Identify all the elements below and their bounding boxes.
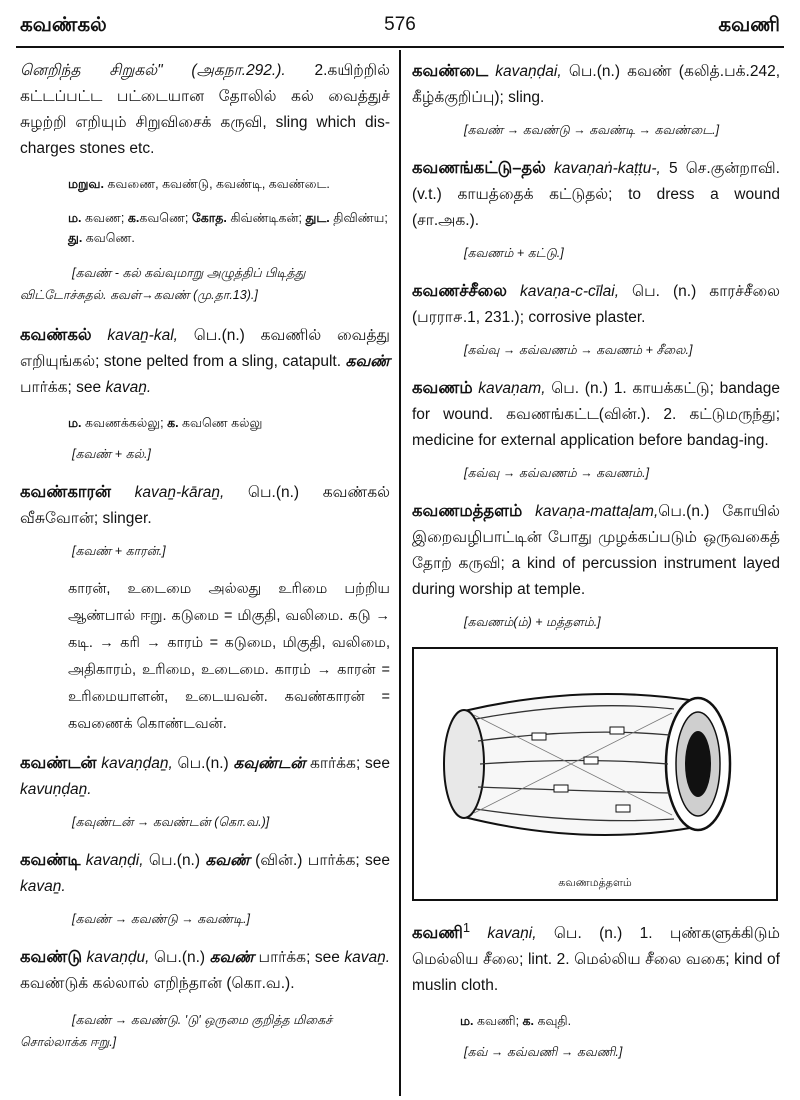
etymology: [கவணம்(ம்) + மத்தளம்.] xyxy=(464,615,601,629)
etymology: [கவ்வு → கவ்வணம் → கவணம் + சீலை.] xyxy=(464,343,693,357)
left-column xyxy=(20,58,390,1069)
entry-kavandu: கவண்டு kavaṇḍu, பெ.(n.) கவண் பார்க்க; see kavaṉ. கவண்டுக் கல்லால் எறிந்தான் (கொ.வ.). xyxy=(20,948,391,992)
headword: கவண்கல் xyxy=(20,326,92,344)
drum-drawing xyxy=(434,679,754,849)
entry-kavandai: கவண்டை kavaṇḍai, பெ.(n.) கவண் (கலித்.பக்.242, கீழ்க்குறிப்பு); sling. xyxy=(412,62,780,106)
entry-kavanaccilai: கவணச்சீலை kavaṇa-c-cīlai, பெ. (n.) காரச்சீலை (பரரா௪.1, 231.); corrosive plaster. xyxy=(412,282,780,326)
guide-word-right: கவணி xyxy=(718,14,780,36)
drum-illustration xyxy=(412,647,778,901)
header-rule xyxy=(16,46,784,48)
synonyms: மறுவ. கவணை, கவண்டு, கவண்டி, கவண்டை. xyxy=(68,177,330,191)
headword: கவண்காரன் xyxy=(20,483,112,501)
note: காரன், உடைமை அல்லது உரிமை பற்றிய ஆண்பால் ஈறு. கடுமை = மிகுதி, வலிமை. கடு → கடி. → கரி → காரம் = கடுமை, மிகுதி, வலிமை, அதிகாரம், உரிமை, உடைமை. காரம் → காரன் = உரிமையாளன், உடையவன். கவண்காரன் = கவணைக் கொண்டவன். xyxy=(68,581,390,732)
cognates: ம. கவண; க.கவணெ; கோத. கிவ்ண்டிகன்; துட. திவிண்ய; து. கவணெ. xyxy=(68,211,388,245)
etymology: [கவண் → கவண்டு → கவண்டி → கவண்டை.] xyxy=(464,123,720,137)
headword: கவணம் xyxy=(412,379,473,397)
entry-kavankal: கவண்கல் kavaṉ-kal, பெ.(n.) கவணில் வைத்து எறியுங்கல்; stone pelted from a sling, catapult. கவண் பார்க்க; see kavaṉ. xyxy=(20,326,391,396)
page-number: 576 xyxy=(384,14,416,35)
headword: கவணச்சீலை xyxy=(412,282,507,300)
continued-definition: னெறிந்த சிறுகல்" (அகநா.292.). 2.கயிற்றில் கட்டப்பட்ட பட்டையான தோலில் கல் வைத்துச் சுழற்றி எறியும் சிறுவிசைக் கருவி, sling which dis-charges stones etc. xyxy=(20,62,390,157)
entry-kavanangattu: கவணங்கட்டு–தல் kavaṇaṅ-kaṭṭu-, 5 செ.குன்றாவி. (v.t.) காயத்தைக் கட்டுதல்; to dress a wound (சா.அக.). xyxy=(412,159,780,229)
etymology: [கவண் → கவண்டு → கவண்டி.] xyxy=(72,912,251,926)
right-column xyxy=(412,58,780,1077)
headword: கவண்டை xyxy=(412,62,489,80)
entry-kavandi: கவண்டி kavaṇḍi, பெ.(n.) கவண் (வின்.) பார்க்க; see kavaṉ. xyxy=(20,851,390,895)
figure-caption: கவணமத்தளம் xyxy=(558,877,632,889)
etymology: [கவண் + கல்.] xyxy=(72,447,151,461)
entry-kavankaran: கவண்காரன் kavaṉ-kāraṉ, பெ.(n.) கவண்கல் வீசுவோன்; slinger. xyxy=(20,483,390,527)
guide-word-left: கவண்கல் xyxy=(20,14,107,36)
entry-kavandan: கவண்டன் kavaṇḍaṉ, பெ.(n.) கவுண்டன் கார்க்க; see kavuṇḍaṉ. xyxy=(20,754,390,798)
entry-kavanam: கவணம் kavaṇam, பெ. (n.) 1. காயக்கட்டு; bandage for wound. கவணங்கட்ட(வின்.). 2. கட்டுமருந்து; medicine for external application before bandag-ing. xyxy=(412,379,780,449)
headword: கவணி xyxy=(412,924,463,943)
etymology: [கவணம் + கட்டு.] xyxy=(464,246,564,260)
etymology: [கவ் → கவ்வணி → கவணி.] xyxy=(464,1045,623,1060)
headword: கவண்டு xyxy=(20,948,83,966)
cognates: ம. கவணி; க. கவுதி. xyxy=(460,1014,572,1029)
entry-kavanamattalam: கவணமத்தளம் kavaṇa-mattaḷam,பெ.(n.) கோயில் இறைவழிபாட்டின் போது முழக்கப்படும் ஒருவகைத் தோற் கருவி; a kind of percussion instrument layed during worship at temple. xyxy=(412,502,780,598)
headword: கவண்டன் xyxy=(20,754,97,772)
etymology: [கவண் ‑ கல் கவ்வுமாறு அழுத்திப் பிடித்து விட்டோச்சுதல். கவள்→கவண் (மு.தா.13).] xyxy=(20,266,306,302)
headword: கவணங்கட்டு–தல் xyxy=(412,159,546,177)
etymology: [கவுண்டன் → கவண்டன் (கொ.வ.)] xyxy=(72,815,270,829)
cognates: ம. கவணக்கல்லு; க. கவணெ கல்லு xyxy=(68,416,263,430)
headword: கவணமத்தளம் xyxy=(412,502,523,520)
column-divider xyxy=(399,50,401,1096)
etymology: [கவ்வு → கவ்வணம் → கவணம்.] xyxy=(464,466,650,480)
headword: கவண்டி xyxy=(20,851,81,869)
entry-kavani: கவணி$^1$ kavaṇi, பெ. (n.) 1. புண்களுக்கிடும் மெல்லிய சீலை; lint. 2. மெல்லிய சீலை வகை; kind of muslin cloth. xyxy=(412,920,780,995)
page-header xyxy=(0,0,800,52)
etymology: [கவண் → கவண்டு. 'டு' ஒருமை குறித்த மிகைச் சொல்லாக்க ஈறு.] xyxy=(20,1013,333,1049)
etymology: [கவண் + காரன்.] xyxy=(72,544,166,558)
